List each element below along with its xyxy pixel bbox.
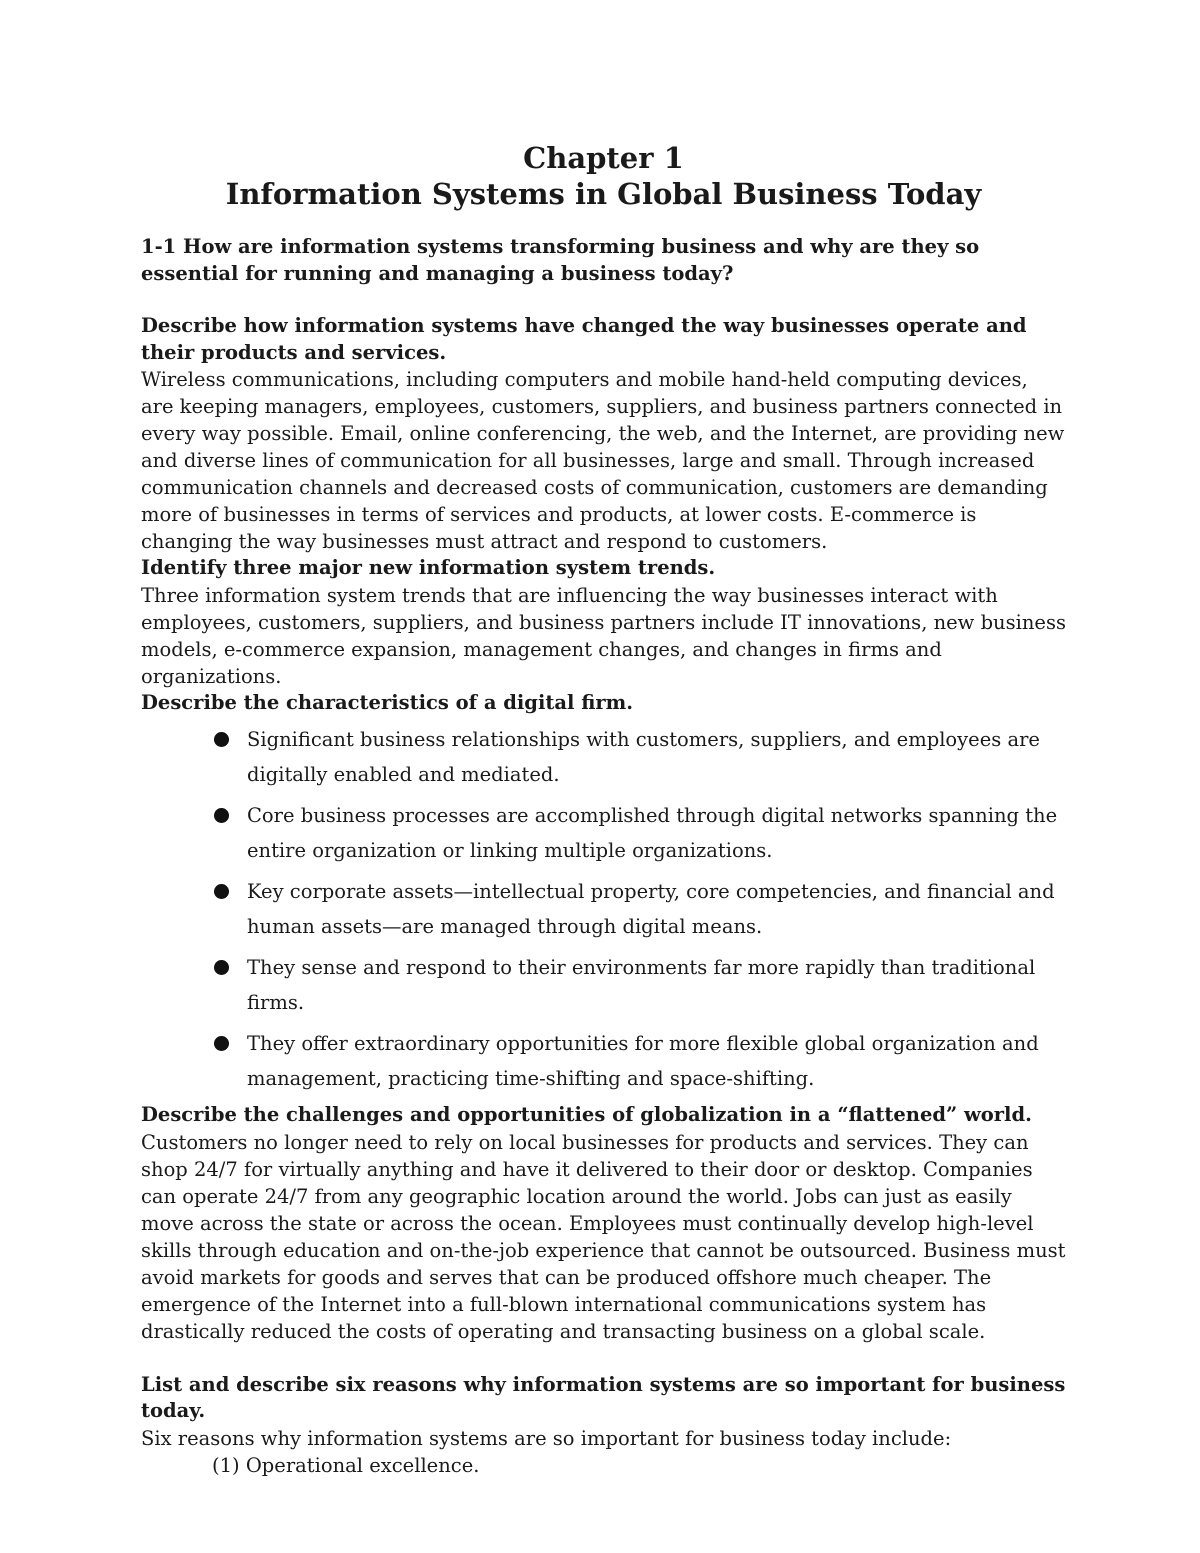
- bullet-icon: [214, 732, 229, 747]
- digital-firm-heading: Describe the characteristics of a digital firm.: [141, 690, 634, 714]
- globalization-heading: Describe the challenges and opportunities of globalization in a “flattened” world.: [141, 1103, 1032, 1126]
- reasons-body: Six reasons why information systems are so important for business today include:: [141, 1426, 952, 1450]
- reasons-heading: List and describe six reasons why information systems are so important for business today.: [141, 1372, 1066, 1422]
- list-item-text: They offer extraordinary opportunities for more flexible global organization and management, practicing time-shifting and space-shifting.: [247, 1032, 1039, 1090]
- list-item: [214, 874, 1066, 944]
- trends-body: Three information system trends that are influencing the way businesses interact with employees, customers, suppliers, and business partners include IT innovations, new business models, e-commerce expansion, management changes, and changes in firms and organizations.: [141, 583, 1066, 688]
- document-page: [141, 140, 1066, 1479]
- list-item-text: Significant business relationships with customers, suppliers, and employees are digitally enabled and mediated.: [247, 728, 1040, 786]
- changes-heading: Describe how information systems have changed the way businesses operate and their products and services.: [141, 314, 1027, 364]
- trends-heading: Identify three major new information system trends.: [141, 556, 716, 579]
- chapter-title: Information Systems in Global Business Today: [225, 177, 982, 211]
- reasons-item-1: (1) Operational excellence.: [212, 1453, 480, 1477]
- digital-firm-list: [141, 722, 1066, 1096]
- changes-body: Wireless communications, including computers and mobile hand-held computing devices, are keeping managers, employees, customers, suppliers, and business partners connected in every way possible. Email, online conferencing, the web, and the Internet, are providing new and diverse lines of communication for all businesses, large and small. Through increased communication channels and decreased costs of communication, customers are demanding more of businesses in terms of services and products, at lower costs. E-commerce is changing the way businesses must attract and respond to customers.: [141, 368, 1065, 553]
- list-item: [214, 1026, 1066, 1096]
- paragraph-spacer: [141, 1345, 1066, 1372]
- chapter-number: Chapter 1: [523, 141, 684, 175]
- bullet-icon: [214, 960, 229, 975]
- list-item-text: Core business processes are accomplished through digital networks spanning the entire organization or linking multiple organizations.: [247, 804, 1058, 862]
- list-item: [214, 950, 1066, 1020]
- list-item-text: Key corporate assets—intellectual property, core competencies, and financial and human assets—are managed through digital means.: [247, 880, 1055, 938]
- globalization-body: Customers no longer need to rely on local businesses for products and services. They can shop 24/7 for virtually anything and have it delivered to their door or desktop. Companies can operate 24/7 from any geographic location around the world. Jobs can just as easily move across the state or across the ocean. Employees must continually develop high-level skills through education and on-the-job experience that cannot be outsourced. Business must avoid markets for goods and serves that can be produced offshore much cheaper. The emergence of the Internet into a full-blown international communications system has drastically reduced the costs of operating and transacting business on a global scale.: [141, 1130, 1066, 1343]
- list-item: [214, 722, 1066, 792]
- bullet-icon: [214, 884, 229, 899]
- bullet-icon: [214, 808, 229, 823]
- question-heading: 1-1 How are information systems transforming business and why are they so essential for running and managing a business today?: [141, 235, 980, 285]
- list-item-text: They sense and respond to their environments far more rapidly than traditional firms.: [247, 956, 1036, 1014]
- list-item: [214, 798, 1066, 868]
- bullet-icon: [214, 1036, 229, 1051]
